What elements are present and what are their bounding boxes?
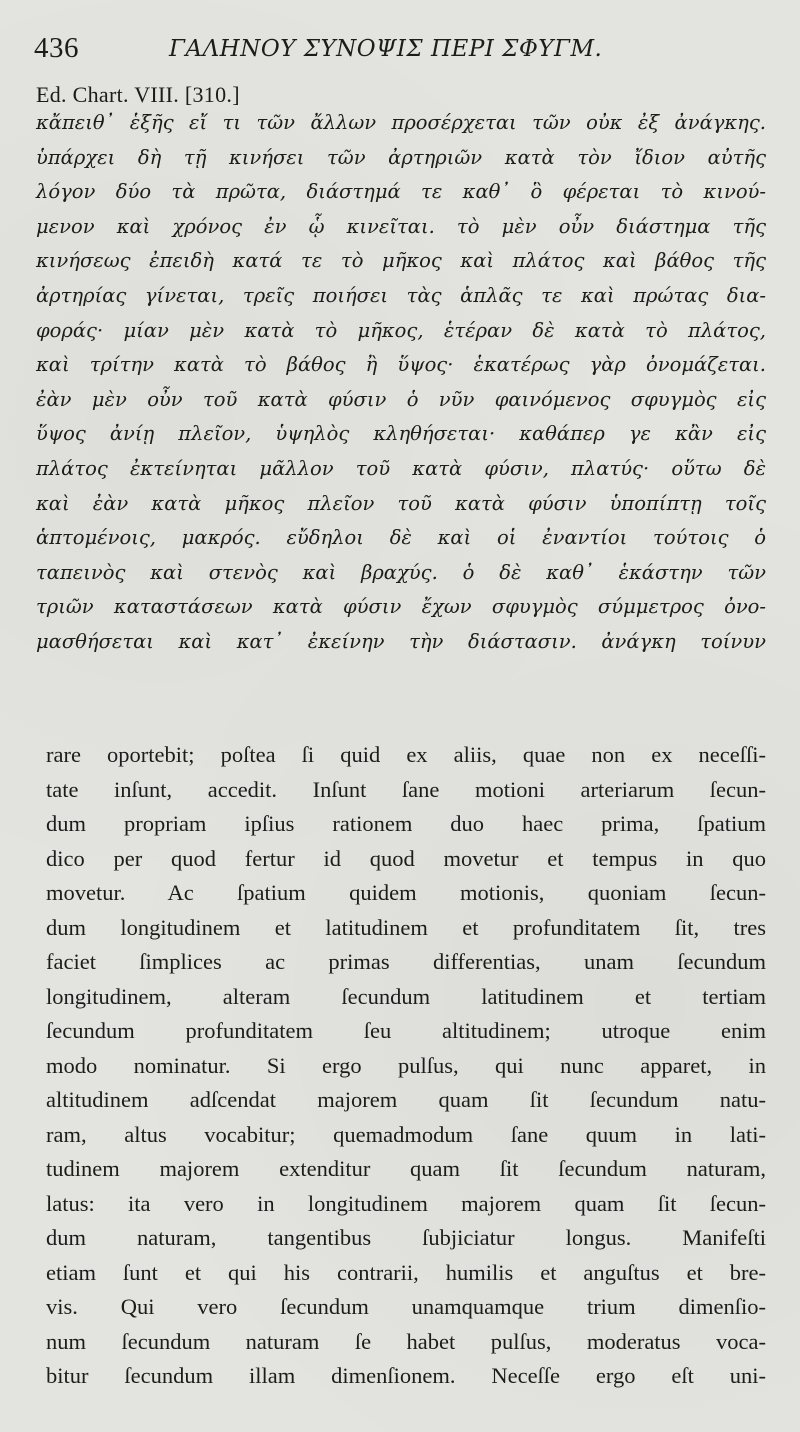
running-title: ΓΑΛΗΝΟΥ ΣΥΝΟΨΙΣ ΠΕΡΙ ΣΦΥΓΜ. <box>169 36 603 62</box>
greek-text-line: ἐὰν μὲν οὖν τοῦ κατὰ φύσιν ὁ νῦν φαινόμενος σφυγμὸς εἰς <box>36 387 766 411</box>
latin-text-line: movetur. Ac ſpatium quidem motionis, quoniam ſecun- <box>46 880 766 905</box>
greek-text-line: φοράς· μίαν μὲν κατὰ τὸ μῆκος, ἑτέραν δὲ κατὰ τὸ πλάτος, <box>36 318 766 342</box>
latin-text-line: dum longitudinem et latitudinem et profunditatem ſit, tres <box>46 914 766 940</box>
greek-text-column <box>36 106 766 660</box>
greek-text-line: ὕψος ἀνίῃ πλεῖον, ὑψηλὸς κληθήσεται· καθάπερ γε κἂν εἰς <box>36 422 766 446</box>
latin-text-line: num ſecundum naturam ſe habet pulſus, moderatus voca- <box>46 1328 766 1354</box>
latin-text-line: dum naturam, tangentibus ſubjiciatur longus. Manifeſti <box>46 1225 766 1250</box>
greek-text-line: καὶ τρίτην κατὰ τὸ βάθος ἢ ὕψος· ἑκατέρως γὰρ ὀνομάζεται. <box>36 353 766 377</box>
greek-text-line: μασθήσεται καὶ κατ᾽ ἐκείνην τὴν διάστασιν. ἀνάγκη τοίνυν <box>36 629 766 653</box>
latin-text-line: dum propriam ipſius rationem duo haec prima, ſpatium <box>46 811 766 836</box>
latin-text-line: latus: ita vero in longitudinem majorem quam ſit ſecun- <box>46 1190 766 1216</box>
latin-text-line: altitudinem adſcendat majorem quam ſit ſecundum natu- <box>46 1087 766 1112</box>
greek-text-line: ταπεινὸς καὶ στενὸς καὶ βραχύς. ὁ δὲ καθ᾽ ἑκάστην τῶν <box>36 560 766 584</box>
greek-text-line: κἄπειθ᾽ ἑξῆς εἴ τι τῶν ἄλλων προσέρχεται τῶν οὐκ ἐξ ἀνάγκης. <box>36 111 766 134</box>
latin-text-line: bitur ſecundum illam dimenſionem. Neceſſe ergo eſt uni- <box>46 1363 766 1388</box>
greek-text-line: ὑπάρχει δὴ τῇ κινήσει τῶν ἀρτηριῶν κατὰ τὸν ἴδιον αὐτῆς <box>36 145 766 169</box>
latin-text-line: dico per quod fertur id quod movetur et tempus in quo <box>46 845 766 871</box>
greek-text-line: μενον καὶ χρόνος ἐν ᾧ κινεῖται. τὸ μὲν οὖν διάστημα τῆς <box>36 214 766 238</box>
latin-text-line: tudinem majorem extenditur quam ſit ſecundum naturam, <box>46 1156 766 1181</box>
latin-text-line: modo nominatur. Si ergo pulſus, qui nunc apparet, in <box>46 1052 766 1078</box>
latin-text-line: faciet ſimplices ac primas differentias, unam ſecundum <box>46 949 766 974</box>
greek-text-line: ἀρτηρίας γίνεται, τρεῖς ποιήσει τὰς ἁπλᾶς τε καὶ πρώτας δια- <box>36 283 766 307</box>
latin-text-column <box>46 738 766 1394</box>
greek-text-line: καὶ ἐὰν κατὰ μῆκος πλεῖον τοῦ κατὰ φύσιν ὑποπίπτῃ τοῖς <box>36 491 766 515</box>
greek-text-line: λόγον δύο τὰ πρῶτα, διάστημά τε καθ᾽ ὃ φέρεται τὸ κινού- <box>36 180 766 204</box>
greek-text-line: τριῶν καταστάσεων κατὰ φύσιν ἔχων σφυγμὸς σύμμετρος ὀνο- <box>36 595 766 619</box>
latin-text-line: rare oportebit; poſtea ſi quid ex aliis, quae non ex neceſſi- <box>46 742 766 767</box>
page-number: 436 <box>34 32 79 64</box>
latin-text-line: tate inſunt, accedit. Inſunt ſane motioni arteriarum ſecun- <box>46 776 766 802</box>
page-header <box>34 30 774 70</box>
latin-text-line: etiam ſunt et qui his contrarii, humilis et anguſtus et bre- <box>46 1259 766 1285</box>
latin-text-line: ſecundum profunditatem ſeu altitudinem; utroque enim <box>46 1018 766 1043</box>
latin-text-line: longitudinem, alteram ſecundum latitudinem et tertiam <box>46 983 766 1009</box>
greek-text-line: ἁπτομένοις, μακρός. εὔδηλοι δὲ καὶ οἱ ἐναντίοι τούτοις ὁ <box>36 526 766 550</box>
greek-text-line: πλάτος ἐκτείνηται μᾶλλον τοῦ κατὰ φύσιν, πλατύς· οὕτω δὲ <box>36 456 766 480</box>
latin-text-line: ram, altus vocabitur; quemadmodum ſane quum in lati- <box>46 1121 766 1147</box>
greek-text-line: κινήσεως ἐπειδὴ κατά τε τὸ μῆκος καὶ πλάτος καὶ βάθος τῆς <box>36 249 766 273</box>
latin-text-line: vis. Qui vero ſecundum unamquamque trium dimenſio- <box>46 1294 766 1319</box>
edition-reference: Ed. Chart. VIII. [310.] <box>36 82 240 107</box>
